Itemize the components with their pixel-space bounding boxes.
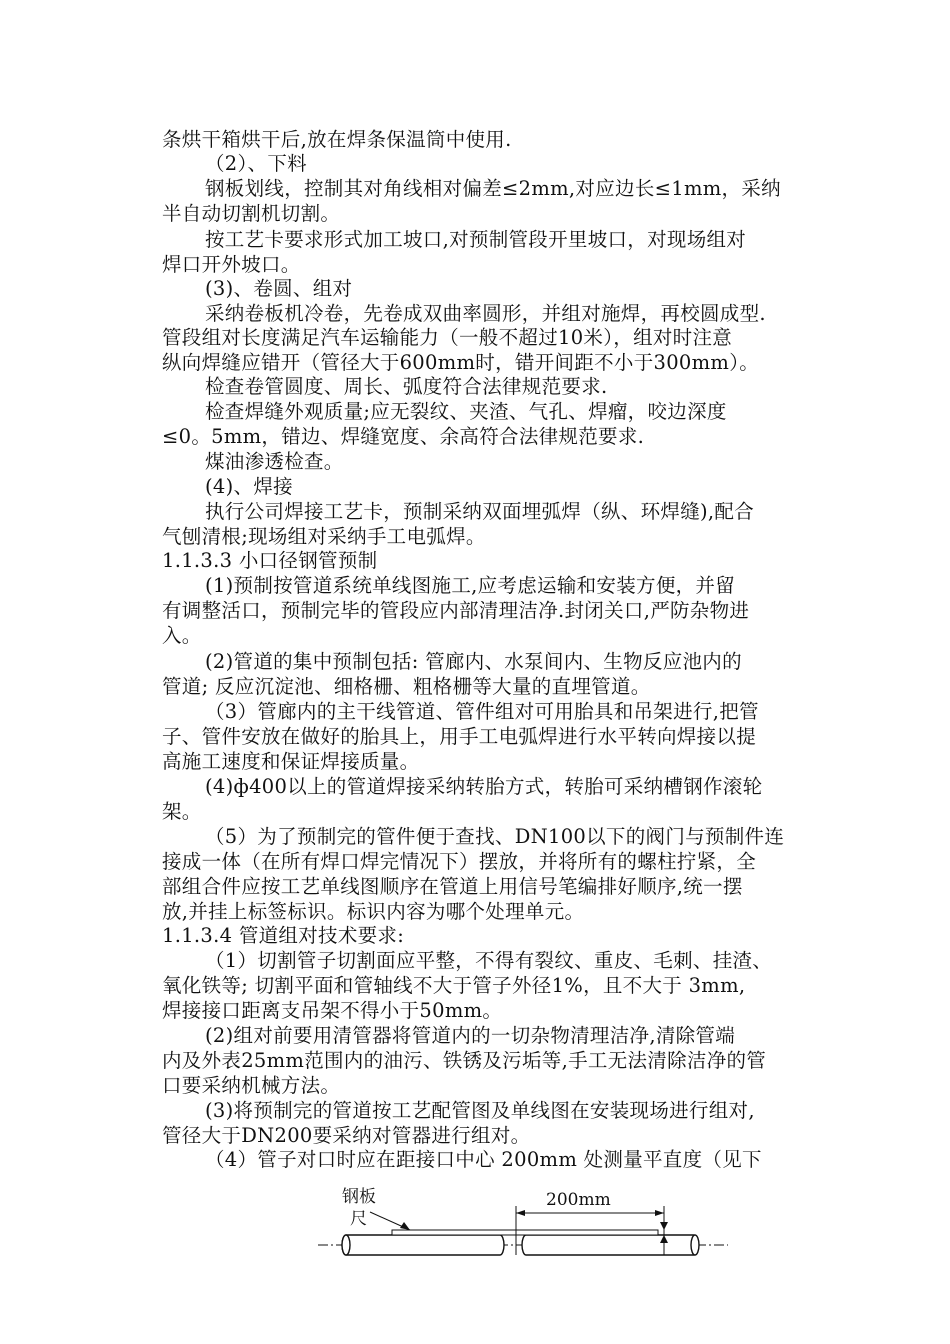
text-line: (1)预制按管道系统单线图施工,应考虑运输和安装方便，并留 <box>205 574 736 597</box>
left-pipe <box>342 1235 504 1255</box>
ruler-leader-arrowhead <box>400 1222 410 1230</box>
dimension-arrow-left <box>516 1210 525 1216</box>
section-heading: 1.1.3.4 管道组对技术要求: <box>162 924 405 947</box>
section-heading: 1.1.3.3 小口径钢管预制 <box>162 549 378 572</box>
text-line: （1）切割管子切割面应平整，不得有裂纹、重皮、毛刺、挂渣、 <box>205 949 773 972</box>
text-line: （2）、下料 <box>205 152 307 175</box>
left-pipe-end <box>342 1235 350 1255</box>
text-line: (3)、卷圆、组对 <box>205 277 353 300</box>
text-line: （3）管廊内的主干线管道、管件组对可用胎具和吊架进行,把管 <box>205 700 759 723</box>
text-line: 高施工速度和保证焊接质量。 <box>162 750 420 773</box>
text-line: 条烘干箱烘干后,放在焊条保温筒中使用. <box>162 128 512 151</box>
text-line: 采纳卷板机冷卷，先卷成双曲率圆形，并组对施焊，再校圆成型. <box>205 302 766 325</box>
text-line: 焊接接口距离支吊架不得小于50mm。 <box>162 999 503 1022</box>
text-line: (3)将预制完的管道按工艺配管图及单线图在安装现场进行组对, <box>205 1099 755 1122</box>
text-line: 管道; 反应沉淀池、细格栅、粗格栅等大量的直埋管道。 <box>162 675 651 698</box>
text-line: 口要采纳机械方法。 <box>162 1074 341 1097</box>
ruler-label-line1: 钢板 <box>342 1187 376 1207</box>
text-line: 气刨清根;现场组对采纳手工电弧焊。 <box>162 525 486 548</box>
text-line: 管径大于DN200要采纳对管器进行组对。 <box>162 1124 531 1147</box>
text-line: 氧化铁等; 切割平面和管轴线不大于管子外径1%，且不大于 3mm, <box>162 974 746 997</box>
text-line: 执行公司焊接工艺卡，预制采纳双面埋弧焊（纵、环焊缝),配合 <box>205 500 755 523</box>
text-line: (2)管道的集中预制包括: 管廊内、水泵间内、生物反应池内的 <box>205 650 742 673</box>
dimension-arrow-right <box>655 1210 664 1216</box>
text-line: （5）为了预制完的管件便于查找、DN100以下的阀门与预制件连 <box>205 825 785 848</box>
dimension-label: 200mm <box>546 1190 611 1210</box>
ruler-label-line2: 尺 <box>350 1209 367 1229</box>
text-line: 检查卷管圆度、周长、弧度符合法律规范要求. <box>205 375 608 398</box>
text-line: 纵向焊缝应错开（管径大于600mm时，错开间距不小于300mm）。 <box>162 351 760 374</box>
text-line: (4)、焊接 <box>205 475 293 498</box>
text-line: 管段组对长度满足汽车运输能力（一般不超过10米），组对时注意 <box>162 326 733 349</box>
steel-ruler <box>392 1230 658 1235</box>
text-line: 钢板划线，控制其对角线相对偏差≤2mm,对应边长≤1mm，采纳 <box>205 177 781 200</box>
text-line: (4)ф400以上的管道焊接采纳转胎方式，转胎可采纳槽钢作滚轮 <box>205 775 763 798</box>
right-pipe-end <box>691 1235 699 1255</box>
text-line: 煤油渗透检查。 <box>205 450 344 473</box>
right-pipe <box>522 1235 698 1255</box>
text-line: 有调整活口，预制完毕的管段应内部清理洁净.封闭关口,严防杂物进 <box>162 599 750 622</box>
text-line: 架。 <box>162 800 202 823</box>
text-line: ≤0。5mm，错边、焊缝宽度、余高符合法律规范要求. <box>162 425 645 448</box>
text-line: (2)组对前要用清管器将管道内的一切杂物清理洁净,清除管端 <box>205 1024 736 1047</box>
text-line: 接成一体（在所有焊口焊完情况下）摆放，并将所有的螺柱拧紧，全 <box>162 850 757 873</box>
text-line: 焊口开外坡口。 <box>162 253 301 276</box>
gap-arrow-top <box>660 1222 668 1230</box>
text-line: 半自动切割机切割。 <box>162 202 341 225</box>
text-line: 检查焊缝外观质量;应无裂纹、夹渣、气孔、焊瘤，咬边深度 <box>205 400 727 423</box>
text-line: 内及外表25mm范围内的油污、铁锈及污垢等,手工无法清除洁净的管 <box>162 1049 767 1072</box>
text-line: （4）管子对口时应在距接口中心 200mm 处测量平直度（见下 <box>205 1148 762 1171</box>
text-line: 按工艺卡要求形式加工坡口,对预制管段开里坡口，对现场组对 <box>205 228 747 251</box>
text-line: 入。 <box>162 624 202 647</box>
text-line: 放,并挂上标签标识。标识内容为哪个处理单元。 <box>162 900 585 923</box>
text-line: 部组合件应按工艺单线图顺序在管道上用信号笔编排好顺序,统一摆 <box>162 875 743 898</box>
pipe-alignment-figure <box>310 1180 730 1300</box>
text-line: 子、管件安放在做好的胎具上，用手工电弧焊进行水平转向焊接以提 <box>162 725 757 748</box>
